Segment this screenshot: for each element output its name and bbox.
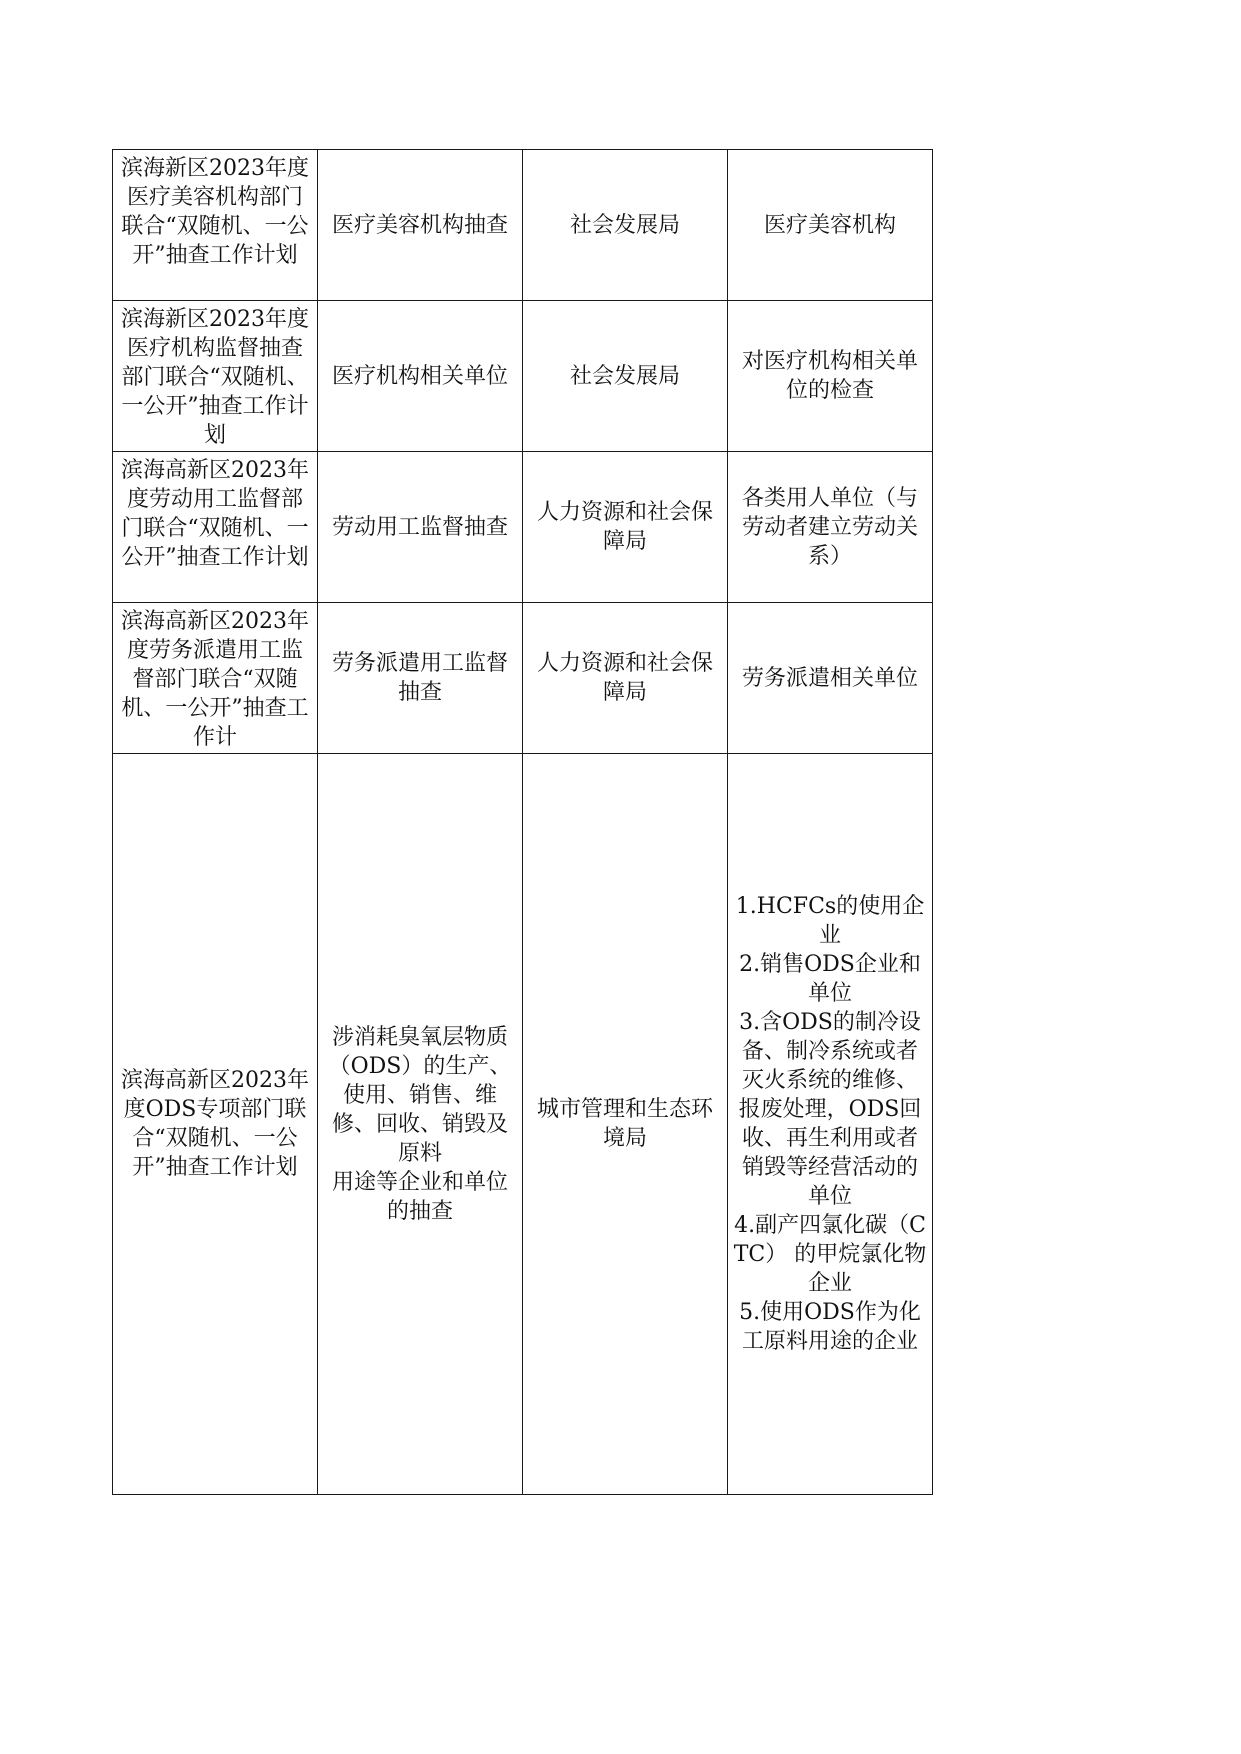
department-text: 人力资源和社会保障局	[536, 651, 713, 705]
check-item-text: 涉消耗臭氧层物质（ODS）的生产、使用、销售、维修、回收、销毁及原料 用途等企业和单位的抽查	[328, 1024, 512, 1224]
check-item-text: 劳动用工监督抽查	[331, 514, 508, 540]
plan-name-text: 滨海高新区2023年度劳动用工监督部门联合“双随机、一公开”抽查工作计划	[121, 458, 309, 570]
scope-cell	[728, 452, 933, 603]
scope-cell	[728, 603, 933, 754]
table-row	[113, 603, 933, 754]
department-text: 人力资源和社会保障局	[536, 500, 713, 554]
department-text: 社会发展局	[569, 212, 680, 238]
check-item-text: 医疗美容机构抽查	[331, 212, 508, 238]
table-row	[113, 754, 933, 1495]
check-item-text: 劳务派遣用工监督抽查	[331, 651, 508, 705]
scope-text: 1.HCFCs的使用企业 2.销售ODS企业和单位 3.含ODS的制冷设备、制冷系统或者灭火系统的维修、报废处理，ODS回收、再生利用或者销毁等经营活动的单位 4.副产四氯化碳（CTC） 的甲烷氯化物企业 5.使用ODS作为化工原料用途的企业	[733, 894, 927, 1354]
scope-text: 对医疗机构相关单位的检查	[741, 349, 918, 403]
table-row	[113, 150, 933, 301]
department-cell	[523, 452, 728, 603]
table-row	[113, 301, 933, 452]
check-item-cell	[318, 150, 523, 301]
plan-name-cell	[113, 452, 318, 603]
check-item-cell	[318, 452, 523, 603]
department-cell	[523, 150, 728, 301]
department-cell	[523, 301, 728, 452]
scope-text: 各类用人单位（与劳动者建立劳动关系）	[741, 485, 918, 569]
table-row	[113, 452, 933, 603]
check-item-cell	[318, 603, 523, 754]
scope-cell	[728, 150, 933, 301]
plan-name-text: 滨海新区2023年度医疗机构监督抽查部门联合“双随机、一公开”抽查工作计划	[121, 307, 309, 448]
scope-cell	[728, 301, 933, 452]
plan-name-cell	[113, 603, 318, 754]
plan-name-text: 滨海高新区2023年度劳务派遣用工监督部门联合“双随机、一公开”抽查工作计	[121, 609, 309, 747]
department-text: 城市管理和生态环境局	[536, 1097, 713, 1151]
check-item-text: 医疗机构相关单位	[331, 363, 508, 389]
department-cell	[523, 754, 728, 1495]
scope-cell	[728, 754, 933, 1495]
plan-name-cell	[113, 754, 318, 1495]
inspection-plan-table	[112, 149, 933, 1495]
plan-name-cell	[113, 301, 318, 452]
plan-name-cell	[113, 150, 318, 301]
plan-name-text: 滨海新区2023年度医疗美容机构部门联合“双随机、一公开”抽查工作计划	[121, 156, 309, 268]
check-item-cell	[318, 301, 523, 452]
department-cell	[523, 603, 728, 754]
plan-name-text: 滨海高新区2023年度ODS专项部门联合“双随机、一公开”抽查工作计划	[121, 1068, 309, 1180]
department-text: 社会发展局	[569, 363, 680, 389]
scope-text: 医疗美容机构	[763, 212, 896, 238]
check-item-cell	[318, 754, 523, 1495]
scope-text: 劳务派遣相关单位	[741, 665, 918, 691]
